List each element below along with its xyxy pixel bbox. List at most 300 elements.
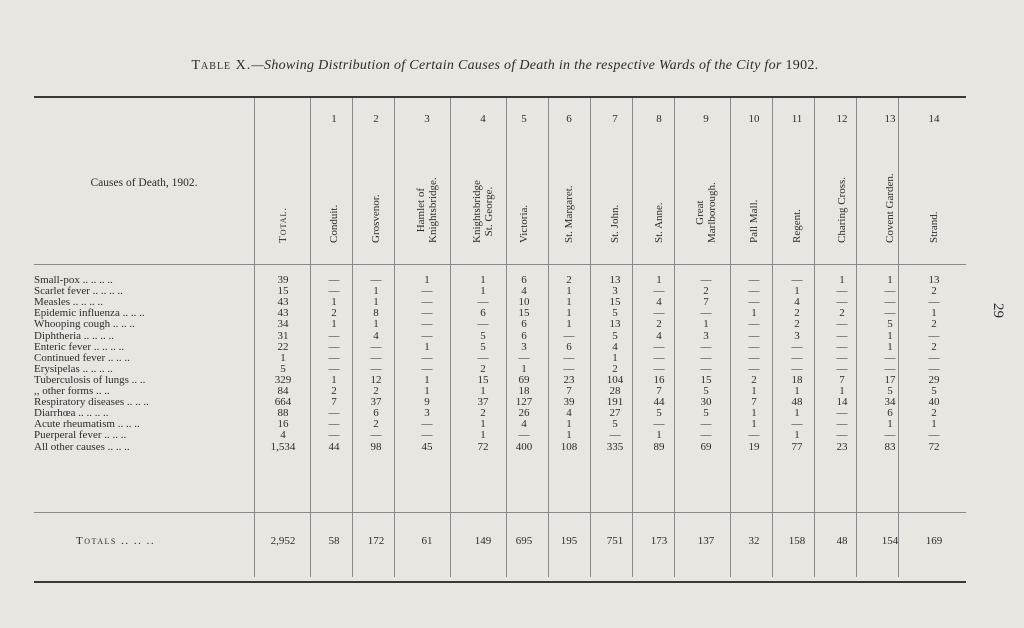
cause-label: Erysipelas .. .. .. ..	[34, 363, 113, 375]
ward-cell: 89	[653, 440, 665, 453]
ward-cell: 2	[373, 418, 379, 431]
ward-cell: 26	[518, 407, 530, 420]
ward-cell: 7	[656, 385, 662, 397]
ward-cell: —	[748, 296, 760, 309]
ward-cell: 30	[700, 396, 712, 409]
ward-cell: —	[653, 340, 665, 353]
ward-name: Victoria.	[518, 204, 530, 243]
ward-total-cell: 149	[474, 535, 492, 547]
ward-cell: 13	[609, 318, 621, 331]
table-row	[34, 275, 966, 286]
ward-cell: 6	[521, 318, 527, 331]
ward-cell: 12	[370, 373, 382, 386]
ward-total-cell: 169	[925, 535, 943, 547]
ward-cell: —	[884, 429, 896, 442]
ward-cell: 72	[477, 440, 489, 453]
ward-name: St. John.	[609, 204, 621, 243]
ward-cell: —	[477, 351, 489, 364]
ward-cell: 14	[836, 396, 848, 409]
ward-number: 9	[703, 113, 709, 125]
ward-cell: 1	[751, 307, 757, 320]
ward-cell: —	[791, 351, 803, 364]
ward-cell: 6	[373, 407, 379, 420]
ward-cell: —	[563, 351, 575, 364]
ward-cell: 29	[928, 373, 940, 386]
ward-cell: —	[328, 329, 340, 342]
cause-label: Acute rheumatism .. .. ..	[34, 419, 140, 431]
ward-cell: 2	[373, 385, 379, 397]
ward-name: Covent Garden.	[884, 173, 896, 243]
ward-cell: 1	[566, 418, 572, 431]
ward-cell: —	[748, 285, 760, 298]
ward-cell: 1	[887, 418, 893, 431]
ward-cell: —	[884, 296, 896, 309]
total-cell: 5	[280, 362, 286, 375]
ward-cell: 1	[373, 318, 379, 331]
ward-cell: —	[928, 362, 940, 375]
ward-cell: 2	[480, 407, 486, 420]
table-row	[34, 353, 966, 364]
ward-cell: 1	[751, 407, 757, 420]
ward-cell: 1	[612, 351, 618, 364]
ward-cell: —	[609, 429, 621, 442]
ward-cell: 1	[566, 296, 572, 309]
ward-total-cell: 195	[560, 535, 578, 547]
ward-total-cell: 751	[606, 535, 624, 547]
ward-cell: 1	[480, 285, 486, 298]
ward-cell: 1	[566, 318, 572, 331]
ward-cell: —	[563, 362, 575, 375]
cause-label: Continued fever .. .. ..	[34, 352, 130, 364]
ward-cell: 2	[480, 362, 486, 375]
ward-cell: 39	[563, 396, 575, 409]
ward-cell: —	[421, 351, 433, 364]
ward-cell: —	[928, 351, 940, 364]
ward-cell: 7	[839, 373, 845, 386]
ward-name: St. Anne.	[653, 202, 665, 243]
ward-cell: 4	[373, 329, 379, 342]
ward-cell: 72	[928, 440, 940, 453]
ward-cell: 2	[839, 307, 845, 320]
ward-cell: —	[370, 429, 382, 442]
ward-name: St. Margaret.	[563, 185, 575, 243]
data-table	[34, 96, 966, 583]
table-row	[34, 397, 966, 408]
total-cell: 31	[277, 329, 289, 342]
ward-number: 11	[791, 113, 803, 125]
ward-cell: —	[836, 351, 848, 364]
ward-total-cell: 32	[748, 535, 760, 547]
ward-cell: —	[421, 329, 433, 342]
ward-cell: 5	[703, 385, 709, 397]
ward-cell: 5	[612, 329, 618, 342]
total-cell: 4	[280, 429, 286, 442]
ward-cell: —	[700, 274, 712, 286]
ward-cell: —	[518, 429, 530, 442]
ward-cell: —	[421, 307, 433, 320]
ward-cell: 1	[424, 274, 430, 286]
ward-cell: —	[700, 307, 712, 320]
ward-cell: 4	[612, 340, 618, 353]
ward-cell: 400	[515, 440, 533, 453]
ward-cell: —	[477, 318, 489, 331]
ward-cell: 3	[612, 285, 618, 298]
ward-cell: —	[653, 362, 665, 375]
ward-cell: —	[328, 418, 340, 431]
ward-cell: —	[370, 274, 382, 286]
cause-label: Scarlet fever .. .. .. ..	[34, 286, 123, 298]
ward-cell: —	[563, 329, 575, 342]
ward-cell: 5	[887, 318, 893, 331]
ward-number: 1	[331, 113, 337, 125]
ward-name: Conduit.	[328, 204, 340, 243]
ward-cell: —	[836, 296, 848, 309]
table-row	[34, 386, 966, 397]
ward-cell: —	[653, 285, 665, 298]
ward-cell: 2	[931, 285, 937, 298]
totals-row	[34, 536, 966, 547]
ward-cell: 7	[566, 385, 572, 397]
ward-total-cell: 58	[328, 535, 340, 547]
ward-cell: —	[791, 418, 803, 431]
ward-cell: 1	[931, 418, 937, 431]
ward-cell: 4	[566, 407, 572, 420]
ward-cell: 7	[331, 396, 337, 409]
ward-cell: 6	[566, 340, 572, 353]
ward-number: 3	[424, 113, 430, 125]
ward-cell: —	[884, 307, 896, 320]
ward-cell: —	[836, 318, 848, 331]
ward-cell: 3	[521, 340, 527, 353]
ward-cell: —	[477, 296, 489, 309]
ward-total-cell: 695	[515, 535, 533, 547]
ward-cell: —	[328, 429, 340, 442]
ward-name: Grosvenor.	[370, 194, 382, 243]
ward-cell: 5	[703, 407, 709, 420]
ward-cell: 1	[751, 385, 757, 397]
ward-cell: 13	[609, 274, 621, 286]
table-caption	[0, 58, 1010, 74]
ward-cell: 1	[373, 296, 379, 309]
table-row	[34, 375, 966, 386]
ward-cell: 45	[421, 440, 433, 453]
cause-label: Tuberculosis of lungs .. ..	[34, 374, 146, 386]
ward-cell: 7	[703, 296, 709, 309]
ward-cell: 3	[794, 329, 800, 342]
ward-cell: —	[884, 362, 896, 375]
ward-cell: —	[748, 362, 760, 375]
ward-cell: —	[370, 362, 382, 375]
ward-cell: 127	[515, 396, 533, 409]
ward-cell: 1	[751, 418, 757, 431]
cause-label: Whooping cough .. .. ..	[34, 319, 135, 331]
ward-cell: 1	[331, 296, 337, 309]
ward-cell: 2	[331, 307, 337, 320]
total-cell: 15	[277, 285, 289, 298]
caption-text: —Showing Distribution of Certain Causes of Death in the respective Wards of the City for	[251, 58, 782, 73]
ward-cell: 5	[656, 407, 662, 420]
ward-cell: 1	[373, 285, 379, 298]
ward-name: Hamlet of Knightsbridge.	[415, 177, 439, 243]
ward-cell: —	[653, 418, 665, 431]
ward-cell: —	[791, 362, 803, 375]
ward-cell: 2	[931, 340, 937, 353]
ward-total-cell: 172	[367, 535, 385, 547]
ward-cell: 40	[928, 396, 940, 409]
ward-cell: —	[421, 285, 433, 298]
ward-cell: 335	[606, 440, 624, 453]
ward-cell: 2	[703, 285, 709, 298]
ward-cell: 1	[424, 385, 430, 397]
ward-cell: —	[836, 362, 848, 375]
ward-total-cell: 48	[836, 535, 848, 547]
cause-label: Enteric fever .. .. .. ..	[34, 341, 125, 353]
cause-label: ,, other forms .. ..	[34, 386, 110, 397]
ward-cell: 2	[751, 373, 757, 386]
ward-cell: 18	[518, 385, 530, 397]
ward-cell: —	[748, 274, 760, 286]
ward-cell: —	[421, 418, 433, 431]
ward-cell: —	[836, 418, 848, 431]
ward-number: 13	[884, 113, 896, 125]
ward-cell: 10	[518, 296, 530, 309]
ward-cell: 2	[566, 274, 572, 286]
ward-cell: —	[370, 340, 382, 353]
ward-cell: 1	[566, 285, 572, 298]
cause-label: Diarrhœa .. .. .. ..	[34, 408, 109, 420]
ward-cell: —	[328, 285, 340, 298]
ward-cell: 7	[751, 396, 757, 409]
ward-cell: 1	[794, 285, 800, 298]
ward-cell: —	[700, 340, 712, 353]
ward-cell: 1	[566, 307, 572, 320]
cause-label: Measles .. .. .. ..	[34, 297, 104, 309]
ward-total-cell: 154	[881, 535, 899, 547]
totals-label: Totals .. .. ..	[76, 536, 156, 547]
total-cell: 43	[277, 296, 289, 309]
ward-number: 4	[480, 113, 486, 125]
ward-number: 12	[836, 113, 848, 125]
ward-cell: 191	[606, 396, 624, 409]
ward-cell: 6	[521, 274, 527, 286]
ward-cell: 1	[887, 274, 893, 286]
ward-cell: —	[836, 285, 848, 298]
ward-number: 2	[373, 113, 379, 125]
total-cell: 329	[274, 373, 292, 386]
ward-cell: 1	[656, 274, 662, 286]
ward-cell: 1	[656, 429, 662, 442]
ward-cell: 1	[331, 373, 337, 386]
ward-cell: —	[928, 329, 940, 342]
ward-cell: 2	[931, 407, 937, 420]
ward-cell: 44	[653, 396, 665, 409]
ward-cell: —	[836, 429, 848, 442]
ward-cell: 2	[794, 318, 800, 331]
ward-cell: 2	[931, 318, 937, 331]
ward-cell: —	[700, 429, 712, 442]
table-row	[34, 319, 966, 330]
ward-cell: 5	[612, 307, 618, 320]
ward-cell: 13	[928, 274, 940, 286]
ward-cell: —	[653, 351, 665, 364]
ward-cell: —	[748, 351, 760, 364]
ward-cell: 2	[331, 385, 337, 397]
caption-lead: Table X.	[191, 58, 252, 73]
ward-cell: 19	[748, 440, 760, 453]
table-row	[34, 408, 966, 419]
ward-cell: —	[791, 340, 803, 353]
ward-cell: 15	[609, 296, 621, 309]
ward-cell: —	[700, 351, 712, 364]
ward-cell: 3	[424, 407, 430, 420]
cause-label: Small-pox .. .. .. ..	[34, 275, 113, 286]
ward-cell: —	[328, 407, 340, 420]
page-number: 29	[990, 303, 1006, 318]
total-cell: 34	[277, 318, 289, 331]
ward-cell: —	[518, 351, 530, 364]
ward-total-cell: 158	[788, 535, 806, 547]
ward-cell: 5	[480, 340, 486, 353]
table-row	[34, 308, 966, 319]
ward-name: Charing Cross.	[836, 177, 848, 243]
ward-cell: —	[700, 418, 712, 431]
ward-cell: —	[884, 351, 896, 364]
ward-cell: 5	[887, 385, 893, 397]
table-row	[34, 297, 966, 308]
ward-cell: 1	[794, 407, 800, 420]
ward-cell: 4	[521, 285, 527, 298]
ward-cell: 1	[839, 385, 845, 397]
ward-cell: —	[884, 285, 896, 298]
ward-cell: 6	[887, 407, 893, 420]
total-cell: 39	[277, 274, 289, 286]
ward-cell: 44	[328, 440, 340, 453]
table-row	[34, 286, 966, 297]
ward-cell: 1	[521, 362, 527, 375]
ward-cell: 4	[656, 329, 662, 342]
causes-header: Causes of Death, 1902.	[90, 177, 198, 189]
header-rule	[34, 264, 966, 265]
cause-label: Epidemic influenza .. .. ..	[34, 308, 145, 320]
ward-total-cell: 173	[650, 535, 668, 547]
ward-cell: 98	[370, 440, 382, 453]
ward-cell: 4	[656, 296, 662, 309]
ward-cell: 17	[884, 373, 896, 386]
ward-name: Regent.	[791, 209, 803, 243]
ward-name: Strand.	[928, 211, 940, 243]
ward-cell: 15	[700, 373, 712, 386]
ward-number: 5	[521, 113, 527, 125]
grand-total-cell: 2,952	[270, 535, 296, 547]
ward-cell: 5	[480, 329, 486, 342]
ward-cell: 16	[653, 373, 665, 386]
ward-cell: —	[328, 340, 340, 353]
ward-cell: 1	[480, 385, 486, 397]
ward-total-cell: 61	[421, 535, 433, 547]
cause-label: Puerperal fever .. .. ..	[34, 430, 127, 442]
ward-cell: —	[791, 274, 803, 286]
ward-cell: —	[928, 429, 940, 442]
ward-cell: 69	[700, 440, 712, 453]
ward-cell: 23	[836, 440, 848, 453]
ward-cell: 1	[839, 274, 845, 286]
ward-cell: 37	[477, 396, 489, 409]
ward-cell: —	[748, 318, 760, 331]
ward-cell: —	[421, 429, 433, 442]
ward-cell: 83	[884, 440, 896, 453]
ward-cell: 1	[931, 307, 937, 320]
ward-cell: 15	[518, 307, 530, 320]
total-cell: 16	[277, 418, 289, 431]
ward-cell: 1	[480, 429, 486, 442]
ward-name: Pall Mall.	[748, 199, 760, 243]
ward-cell: —	[748, 340, 760, 353]
ward-cell: —	[653, 307, 665, 320]
ward-cell: —	[928, 296, 940, 309]
ward-number: 14	[928, 113, 940, 125]
ward-cell: 1	[887, 329, 893, 342]
ward-cell: 8	[373, 307, 379, 320]
table-row	[34, 364, 966, 375]
ward-cell: 1	[794, 385, 800, 397]
ward-cell: 108	[560, 440, 578, 453]
ward-cell: —	[421, 362, 433, 375]
total-cell: 84	[277, 385, 289, 397]
ward-cell: —	[421, 318, 433, 331]
ward-cell: 3	[703, 329, 709, 342]
ward-cell: —	[328, 351, 340, 364]
total-cell: 88	[277, 407, 289, 420]
ward-cell: —	[748, 329, 760, 342]
ward-cell: 34	[884, 396, 896, 409]
ward-cell: 15	[477, 373, 489, 386]
ward-cell: 27	[609, 407, 621, 420]
ward-cell: 1	[424, 373, 430, 386]
ward-cell: —	[328, 362, 340, 375]
ward-name: Knightsbridge St. George.	[471, 180, 495, 243]
ward-cell: —	[748, 429, 760, 442]
ward-cell: 4	[521, 418, 527, 431]
ward-cell: 1	[480, 274, 486, 286]
ward-number: 7	[612, 113, 618, 125]
cause-label: All other causes .. .. ..	[34, 441, 130, 453]
ward-cell: 23	[563, 373, 575, 386]
ward-cell: —	[700, 362, 712, 375]
ward-cell: 1	[331, 318, 337, 331]
ward-cell: 2	[794, 307, 800, 320]
ward-name: Great Marlborough.	[694, 182, 718, 243]
total-header: Total.	[277, 206, 289, 243]
ward-cell: —	[836, 407, 848, 420]
cause-label: Respiratory diseases .. .. ..	[34, 397, 149, 409]
ward-cell: 77	[791, 440, 803, 453]
ward-cell: 1	[480, 418, 486, 431]
caption-year: 1902.	[785, 58, 819, 73]
table-row	[34, 430, 966, 441]
ward-cell: 18	[791, 373, 803, 386]
ward-cell: 69	[518, 373, 530, 386]
ward-cell: 104	[606, 373, 624, 386]
total-cell: 664	[274, 396, 292, 409]
ward-cell: 1	[424, 340, 430, 353]
table-row	[34, 419, 966, 430]
table-row	[34, 442, 966, 453]
ward-cell: 6	[480, 307, 486, 320]
ward-cell: 1	[794, 429, 800, 442]
total-cell: 22	[277, 340, 289, 353]
body-rule	[34, 512, 966, 513]
ward-cell: —	[370, 351, 382, 364]
